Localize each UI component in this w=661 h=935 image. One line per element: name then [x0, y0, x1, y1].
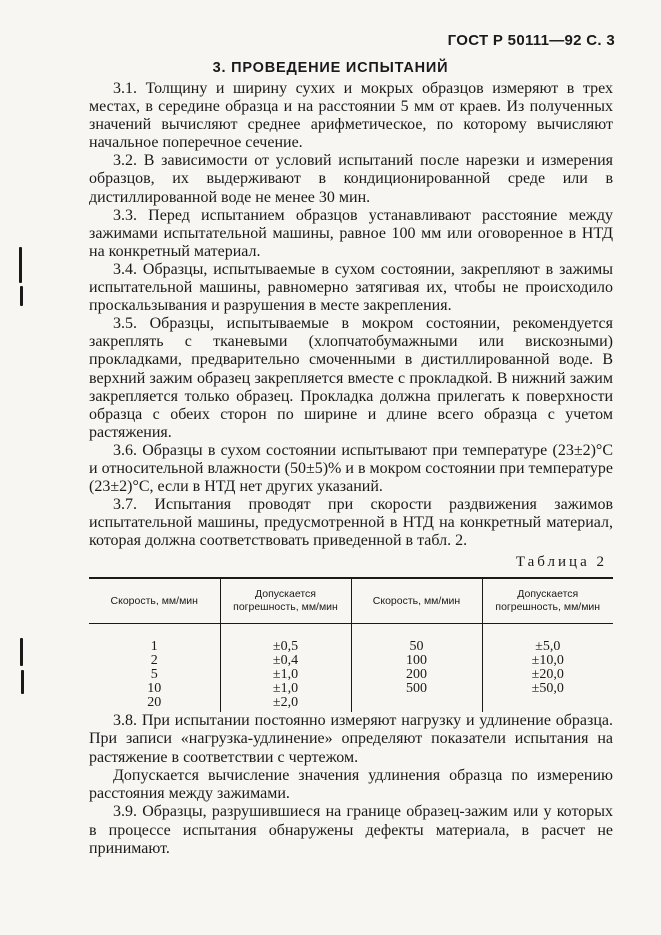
table-header-speed-1: Скорость, мм/мин — [89, 578, 220, 624]
speed-tolerance-table — [89, 577, 613, 712]
table-cell: ±0,5 — [272, 639, 299, 654]
paragraph-3-3: 3.3. Перед испытанием образцов устанавливают расстояние между зажимами испытательной машины, равное 100 мм или оговоренное в НТД на конкретный материал. — [89, 206, 613, 260]
change-bar-mark — [19, 247, 22, 283]
change-bar-mark — [21, 670, 24, 694]
table-cell: 50 — [409, 639, 424, 654]
table-cell: 5 — [150, 667, 158, 682]
table-cell: 200 — [406, 667, 427, 682]
paragraph-3-2: 3.2. В зависимости от условий испытаний после нарезки и измерения образцов, их выдерживают в кондиционированной среде или в дистиллированной воде не менее 30 мин. — [89, 152, 613, 206]
table-header-tolerance-2: Допускается погрешность, мм/мин — [482, 578, 613, 624]
table-cell: ±10,0 — [531, 653, 564, 668]
table-col-speed-1 — [89, 624, 220, 713]
change-bar-mark — [20, 638, 23, 666]
body-text-bottom — [89, 712, 613, 858]
table-col-speed-2 — [351, 624, 482, 713]
table-cell: ±5,0 — [535, 639, 561, 654]
table-cell: 1 — [150, 639, 158, 654]
table-cell: ±50,0 — [531, 681, 564, 696]
paragraph-3-4: 3.4. Образцы, испытываемые в сухом состоянии, закрепляют в зажимы испытательной машины, равномерно затягивая их, чтобы не происходило проскальзывания и разрушения в месте закрепления. — [89, 260, 613, 315]
table-cell: ±20,0 — [531, 667, 564, 682]
table-col-tolerance-1 — [220, 624, 351, 713]
table-header-tolerance-1: Допускается погрешность, мм/мин — [220, 578, 351, 624]
body-text-top — [89, 80, 613, 550]
paragraph-3-9: 3.9. Образцы, разрушившиеся на границе образец-зажим или у которых в процессе испытания обнаружены дефекты материала, в расчет не принимают. — [89, 803, 613, 858]
table-cell: 10 — [147, 681, 162, 696]
paragraph-3-6: 3.6. Образцы в сухом состоянии испытывают при температуре (23±2)°С и относительной влажности (50±5)% и в мокром состоянии при температуре (23±2)°С, если в НТД нет других указаний. — [89, 441, 613, 496]
page-header: ГОСТ Р 50111—92 С. 3 — [447, 32, 615, 49]
table-col-tolerance-2 — [482, 624, 613, 713]
table-caption: Таблица 2 — [515, 554, 607, 570]
table-cell: 2 — [150, 653, 158, 668]
table-cell: 100 — [406, 653, 427, 668]
paragraph-3-1: 3.1. Толщину и ширину сухих и мокрых образцов измеряют в трех местах, в середине образца и на расстоянии 5 мм от краев. Из полученных значений вычисляют среднее арифметическое, по которому вычисляют начальное поперечное сечение. — [89, 80, 613, 152]
change-bar-mark — [20, 286, 23, 306]
table-cell: ±0,4 — [272, 653, 299, 668]
table-cell: 20 — [147, 695, 162, 710]
table-cell: ±1,0 — [272, 681, 299, 696]
table-cell: ±2,0 — [272, 695, 299, 710]
section-title: 3. ПРОВЕДЕНИЕ ИСПЫТАНИЙ — [212, 60, 449, 76]
paragraph-note: Допускается вычисление значения удлинения образца по измерению расстояния между зажимами. — [89, 766, 613, 803]
paragraph-3-5: 3.5. Образцы, испытываемые в мокром состоянии, рекомендуется закреплять с тканевыми (хлопчатобумажными или вискозными) прокладками, предварительно смоченными в дистиллированной воде. В верхний зажим образец закрепляется вместе с прокладкой. В нижний зажим закрепляется только образец. Прокладка должна прилегать к поверхности образца с обеих сторон по ширине и длине всего образца с учетом растяжения. — [89, 315, 613, 441]
table-header-speed-2: Скорость, мм/мин — [351, 578, 482, 624]
paragraph-3-8: 3.8. При испытании постоянно измеряют нагрузку и удлинение образца. При записи «нагрузка-удлинение» определяют показатели испытания на растяжение в соответствии с чертежом. — [89, 712, 613, 766]
table-cell: ±1,0 — [272, 667, 299, 682]
paragraph-3-7: 3.7. Испытания проводят при скорости раздвижения зажимов испытательной машины, предусмотренной в НТД на конкретный материал, которая должна соответствовать приведенной в табл. 2. — [89, 496, 613, 550]
table-cell: 500 — [406, 681, 427, 696]
